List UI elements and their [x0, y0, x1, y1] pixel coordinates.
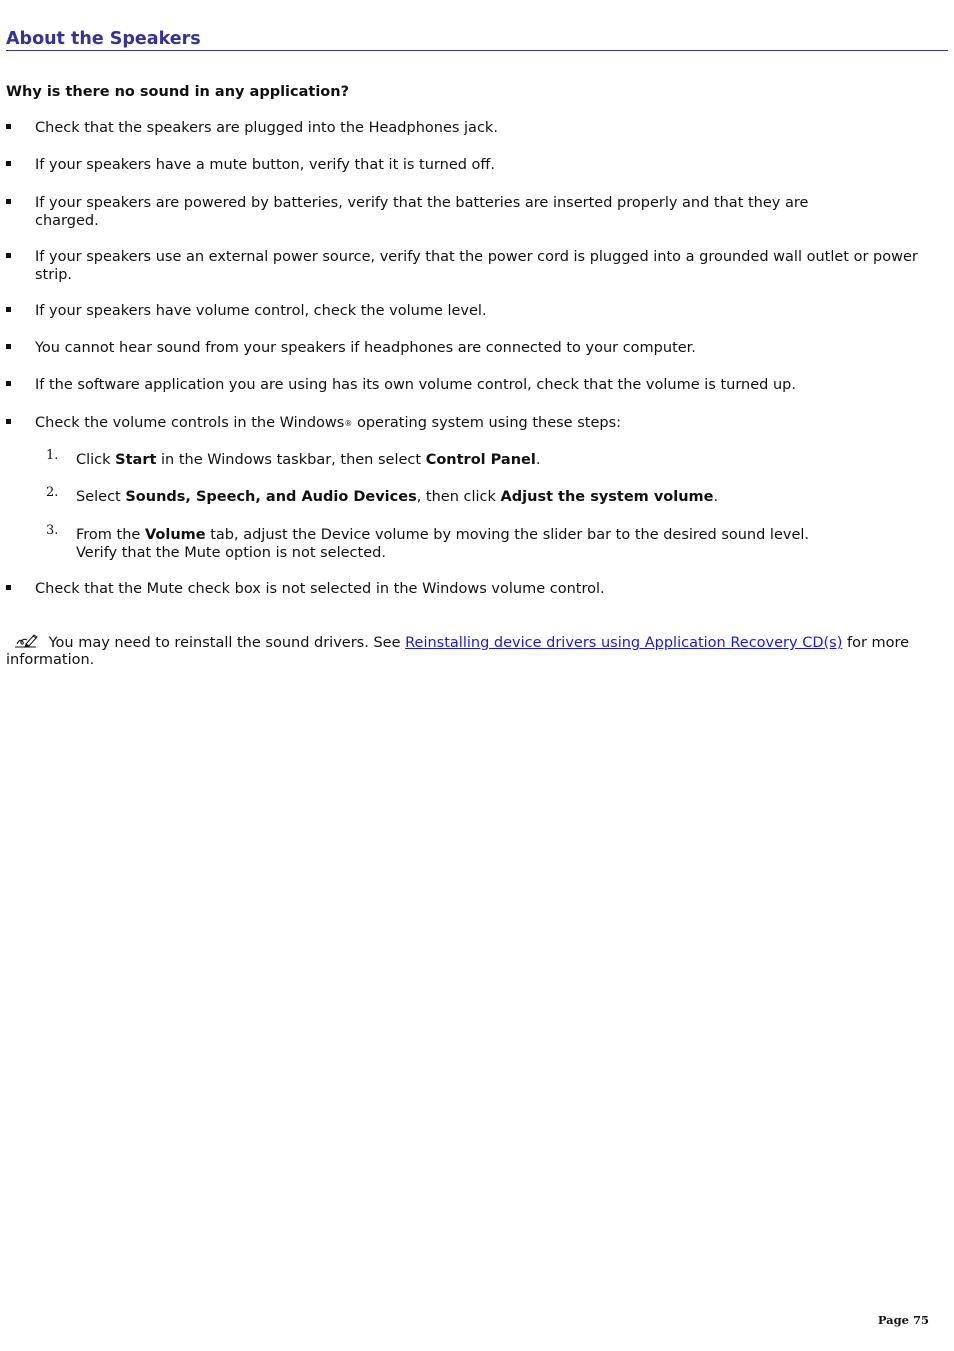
- step-text-part: in the Windows taskbar, then select: [156, 452, 426, 468]
- bullet-icon: [6, 580, 12, 598]
- page-number: Page 75: [877, 1313, 929, 1327]
- step-text-part: .: [713, 489, 719, 505]
- reinstall-drivers-link[interactable]: Reinstalling device drivers using Application Recovery CD(s): [405, 635, 843, 651]
- question-heading: Why is there no sound in any application?: [6, 84, 349, 100]
- windows-text: Check the volume controls in the Windows: [35, 415, 345, 431]
- step-text-part: From the: [76, 527, 145, 543]
- step-text-line2: Verify that the Mute option is not selected.: [76, 545, 386, 561]
- note-paragraph: [6, 633, 946, 668]
- step-text-part: .: [535, 452, 541, 468]
- list-item-text: If the software application you are using has its own volume control, check that the volume is turned up.: [35, 377, 796, 393]
- list-item-text: If your speakers have volume control, check the volume level.: [35, 303, 487, 319]
- step-bold-sounds: Sounds, Speech, and Audio Devices: [125, 489, 417, 505]
- bullet-icon: [6, 248, 12, 266]
- page-title: About the Speakers: [6, 29, 948, 51]
- bullet-icon: [6, 194, 12, 212]
- list-item-text: If your speakers are powered by batteries, verify that the batteries are inserted properly and that they are charged.: [35, 195, 809, 229]
- list-item-text: Check that the Mute check box is not selected in the Windows volume control.: [35, 581, 605, 597]
- list-item-text: Check that the speakers are plugged into the Headphones jack.: [35, 120, 498, 136]
- bullet-icon: [6, 156, 12, 174]
- step-text-part: tab, adjust the Device volume by moving the slider bar to the desired sound level.: [205, 527, 810, 543]
- list-item-text: If your speakers have a mute button, verify that it is turned off.: [35, 157, 496, 173]
- step-text-part: Select: [76, 489, 126, 505]
- step-bold-adjust: Adjust the system volume: [500, 489, 714, 505]
- step-text: [76, 451, 936, 469]
- registered-mark: ®: [344, 419, 353, 428]
- step-bold-start: Start: [115, 452, 157, 468]
- step-bold-control-panel: Control Panel: [425, 452, 536, 468]
- step-number: 2.: [46, 485, 59, 500]
- list-item-text: [35, 414, 940, 433]
- step-text: [76, 488, 936, 506]
- bullet-icon: [6, 339, 12, 357]
- list-item-text: If your speakers use an external power source, verify that the power cord is plugged into a grounded wall outlet or power strip.: [35, 249, 918, 283]
- step-bold-volume: Volume: [144, 527, 206, 543]
- step-number: 1.: [46, 448, 59, 463]
- step-number: 3.: [46, 523, 59, 538]
- step-text-part: , then click: [416, 489, 501, 505]
- step-text: [76, 526, 936, 562]
- step-text-part: Click: [76, 452, 116, 468]
- note-pencil-icon: [14, 633, 40, 649]
- note-text: You may need to reinstall the sound drivers. See: [44, 635, 406, 651]
- windows-text-after: operating system using these steps:: [352, 415, 622, 431]
- bullet-icon: [6, 119, 12, 137]
- bullet-icon: [6, 376, 12, 394]
- list-item-text: You cannot hear sound from your speakers if headphones are connected to your computer.: [35, 340, 696, 356]
- bullet-icon: [6, 414, 12, 432]
- bullet-icon: [6, 302, 12, 320]
- note-text-after: for more information.: [6, 635, 910, 668]
